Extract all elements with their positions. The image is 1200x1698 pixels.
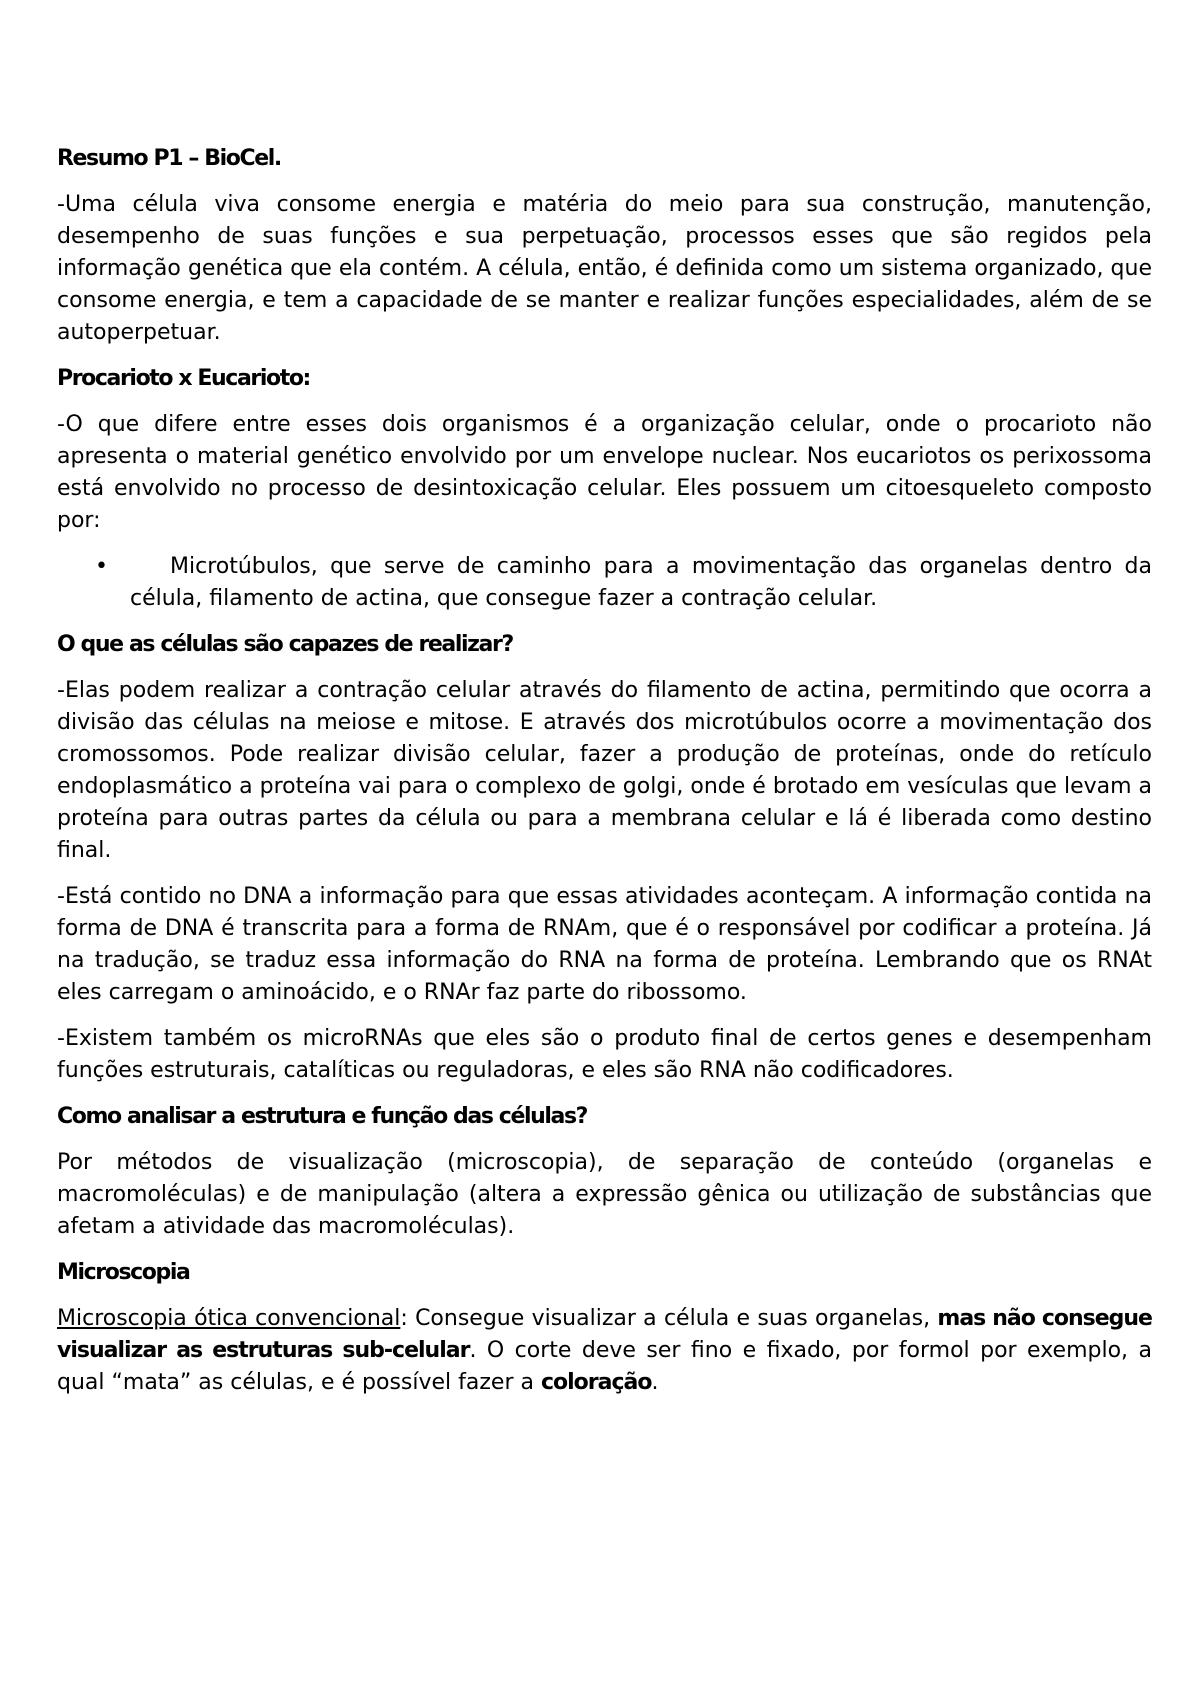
- bullet-icon: •: [95, 554, 108, 579]
- microscopy-text-1: : Consegue visualizar a célula e suas organelas,: [400, 1306, 938, 1331]
- section-heading-prokaryote-eukaryote: Procarioto x Eucarioto:: [57, 366, 310, 391]
- microscopy-emphasis-2: coloração: [540, 1370, 652, 1395]
- document-title: Resumo P1 – BioCel.: [57, 146, 281, 171]
- microscopy-emphasis-1: mas não consegue visualizar as estruturas sub-celular: [57, 1306, 1152, 1363]
- section-heading-microscopy: Microscopia: [57, 1260, 190, 1285]
- cell-capabilities-paragraph-3: -Existem também os microRNAs que eles são o produto final de certos genes e desempenham funções estruturais, catalíticas ou reguladoras, e eles são RNA não codificadores.: [57, 1026, 1152, 1083]
- cytoskeleton-bullet-item: [57, 551, 1152, 615]
- cell-capabilities-paragraph-2: -Está contido no DNA a informação para que essas atividades aconteçam. A informação contida na forma de DNA é transcrita para a forma de RNAm, que é o responsável por codificar a proteína. Já na tradução, se traduz essa informação do RNA na forma de proteína. Lembrando que os RNAt eles carregam o aminoácido, e o RNAr faz parte do ribossomo.: [57, 884, 1152, 1005]
- microscopy-paragraph: [57, 1303, 1152, 1399]
- microscopy-term: Microscopia ótica convencional: [57, 1306, 401, 1331]
- section-heading-analysis-methods: Como analisar a estrutura e função das células?: [57, 1104, 588, 1129]
- cell-capabilities-paragraph-1: -Elas podem realizar a contração celular através do filamento de actina, permitindo que ocorra a divisão das células na meiose e mitose. E através dos microtúbulos ocorre a movimentação dos cromossomos. Pode realizar divisão celular, fazer a produção de proteínas, onde do retículo endoplasmático a proteína vai para o complexo de golgi, onde é brotado em vesículas que levam a proteína para outras partes da célula ou para a membrana celular e lá é liberada como destino final.: [57, 678, 1153, 863]
- cytoskeleton-bullet-text: Microtúbulos, que serve de caminho para a movimentação das organelas dentro da célula, filamento de actina, que consegue fazer a contração celular.: [130, 554, 1152, 611]
- section-heading-cell-capabilities: O que as células são capazes de realizar?: [57, 632, 513, 657]
- prokaryote-eukaryote-paragraph: -O que difere entre esses dois organismos é a organização celular, onde o procarioto não apresenta o material genético envolvido por um envelope nuclear. Nos eucariotos os perixossoma está envolvido no processo de desintoxicação celular. Eles possuem um citoesqueleto composto por:: [57, 412, 1152, 533]
- microscopy-text-2: . O corte deve ser fino e fixado, por formol por exemplo, a qual “mata” as células, e é possível fazer a: [57, 1338, 1152, 1395]
- intro-paragraph: -Uma célula viva consome energia e matéria do meio para sua construção, manutenção, desempenho de suas funções e sua perpetuação, processos esses que são regidos pela informação genética que ela contém. A célula, então, é definida como um sistema organizado, que consome energia, e tem a capacidade de se manter e realizar funções especialidades, além de se autoperpetuar.: [57, 192, 1152, 345]
- analysis-methods-paragraph: Por métodos de visualização (microscopia), de separação de conteúdo (organelas e macromoléculas) e de manipulação (altera a expressão gênica ou utilização de substâncias que afetam a atividade das macromoléculas).: [57, 1150, 1152, 1239]
- microscopy-text-3: .: [651, 1370, 659, 1395]
